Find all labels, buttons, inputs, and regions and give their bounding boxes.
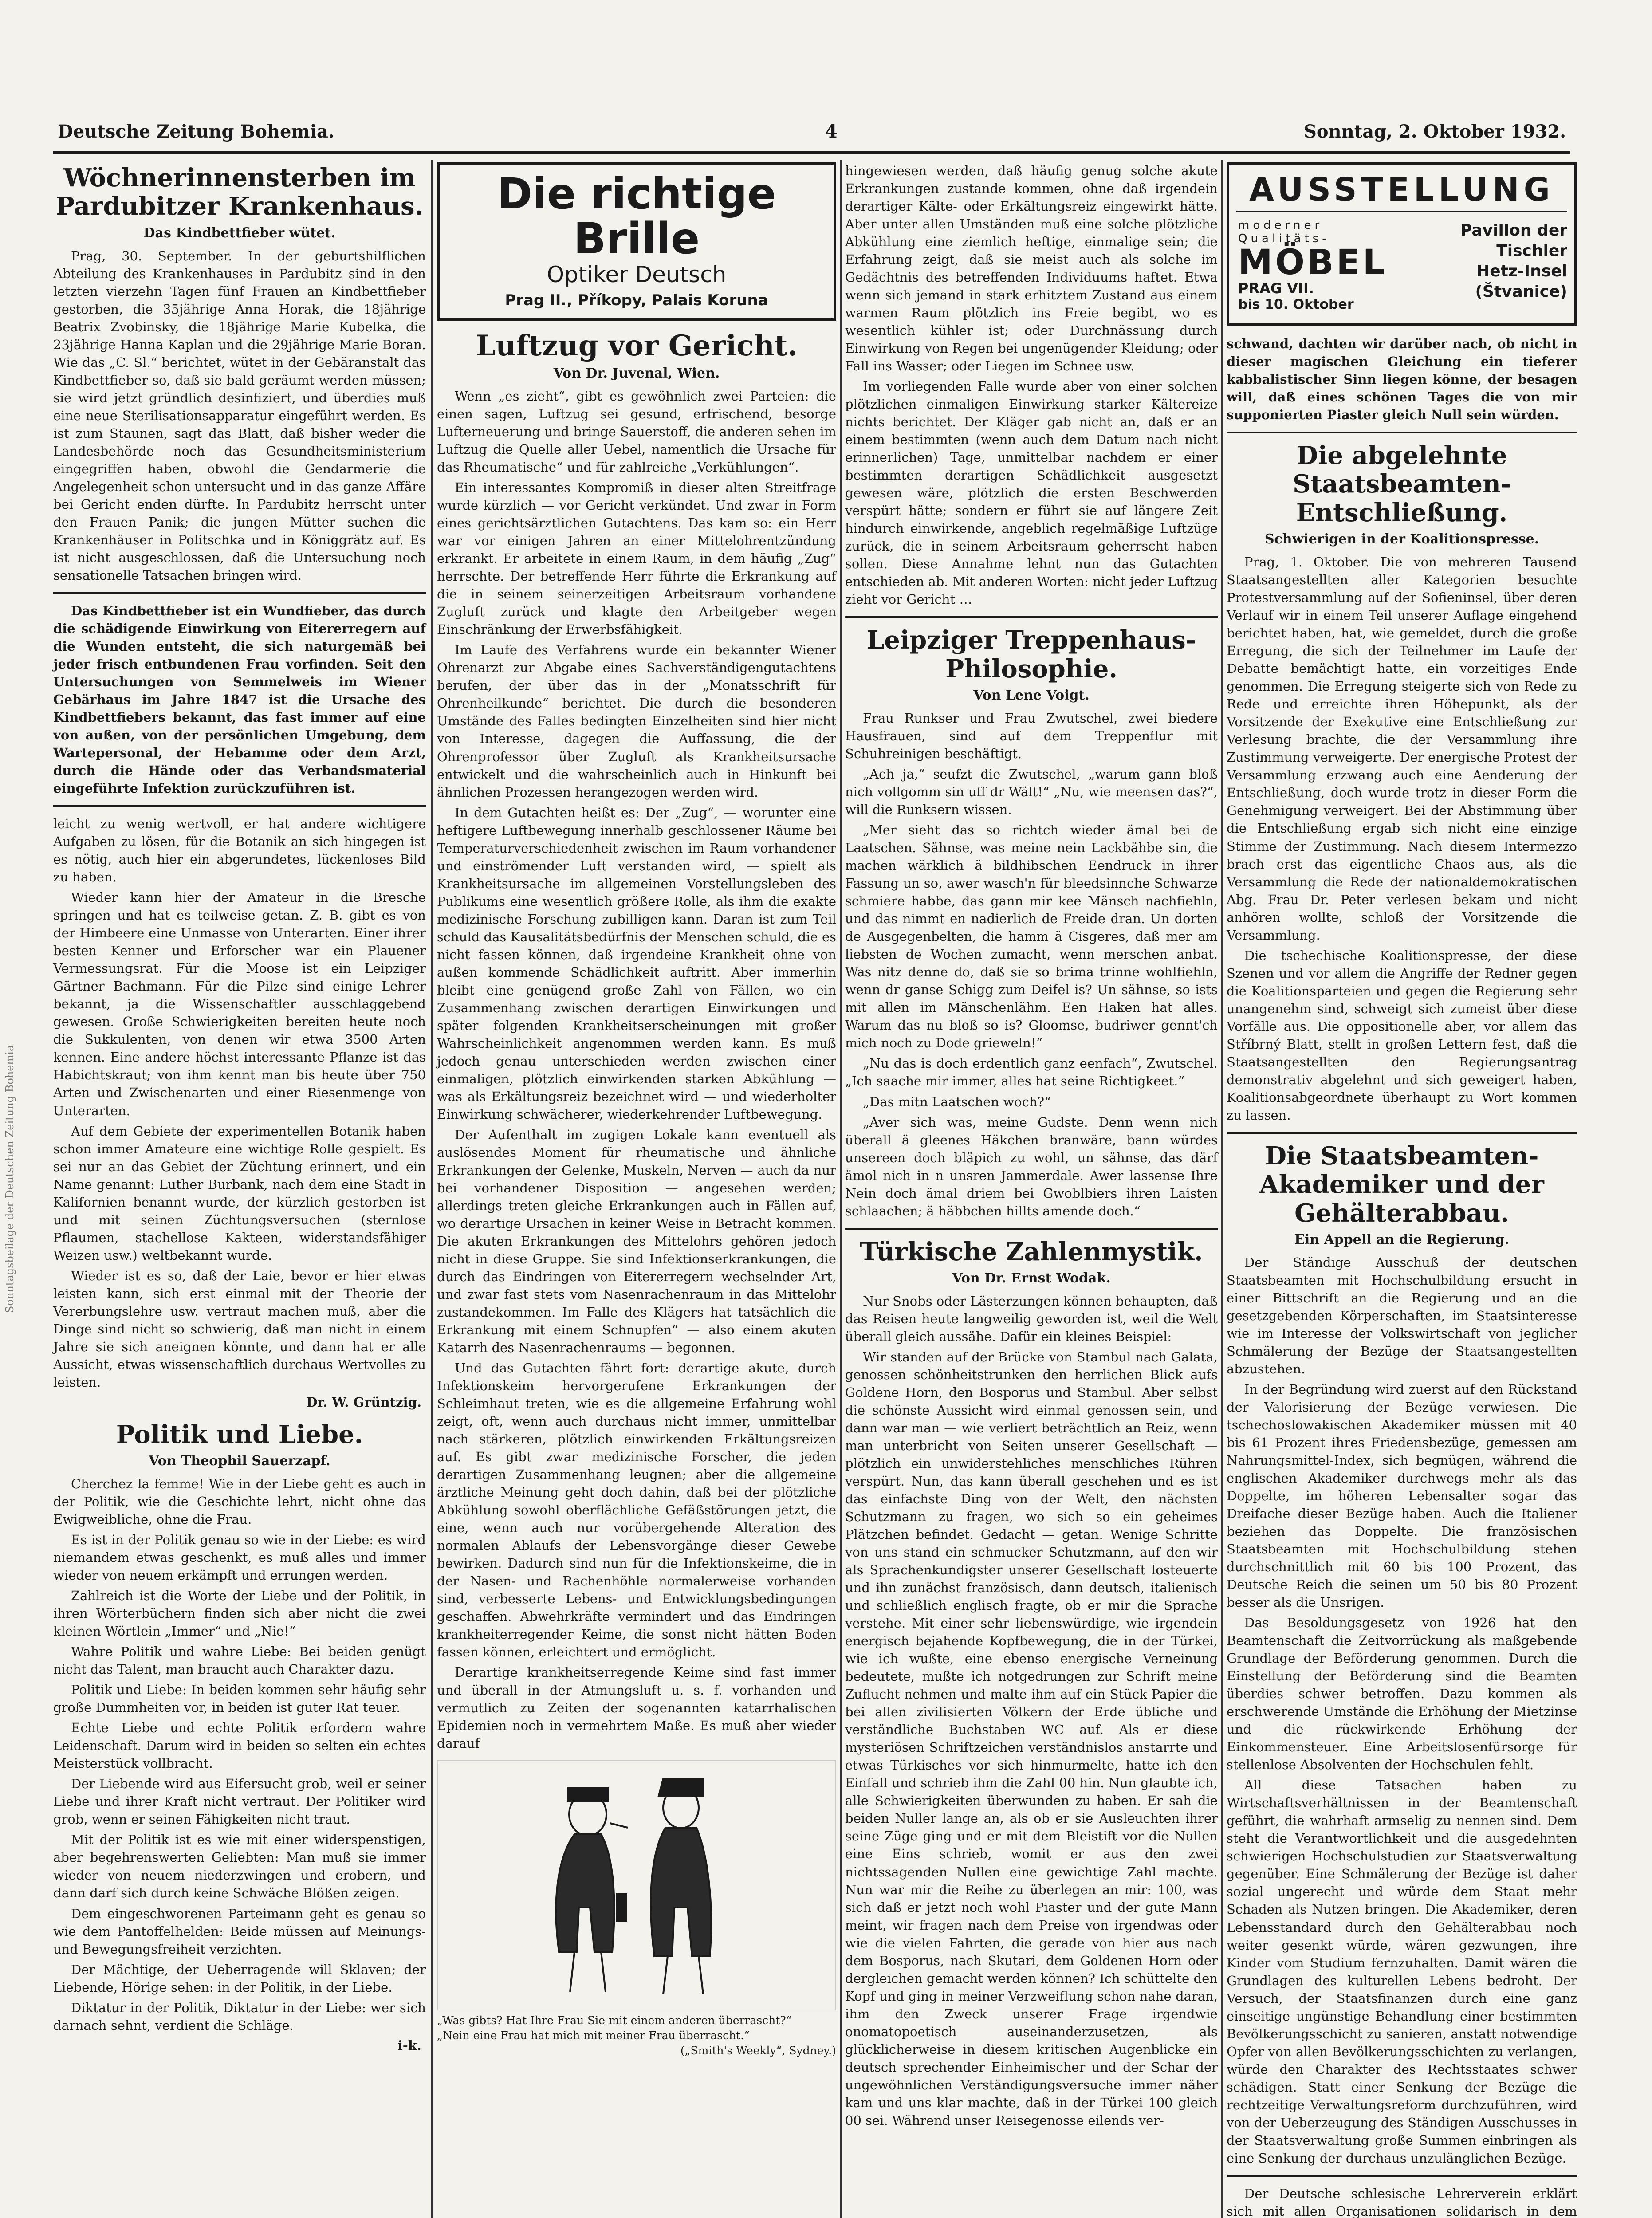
- article-paragraph: „Aver sich was, meine Gudste. Denn wenn nich überall ä gleenes Häkchen branwäre, bann würdes unsereen doch bläpich zu wohl, un sähnse, das därf ämol nich in n unsren Jammerdale. Awer lassense Ihre Nein doch ämal driem bei Gwoblbiers ihren Laisten schlaachen; ä häbbchen hillts amende doch.“: [845, 1114, 1218, 1219]
- ad-location-line: (Štvanice): [1475, 283, 1567, 301]
- article-subtitle: Das Kindbettfieber wütet.: [143, 225, 336, 241]
- separator: [845, 1228, 1218, 1230]
- article-paragraph: hingewiesen werden, daß häufig genug solche akute Erkrankungen zustande kommen, ohne daß irgendein derartiger Kälte- oder Erkältungsreiz eingewirkt hätte. Aber unter allen Umständen muß eine solche plötzliche Abkühlung eine ziemlich heftige, einmalige sein; die Erfahrung zeigt, daß sie meist auch als solche im Gedächtnis des betreffenden Individuums haftet. Etwa wenn sich jemand in stark erhitztem Zustand aus einem warmen Raum plötzlich ins Freie begibt, wo es wesentlich kühler ist; oder Durchnässung durch Einwirkung von Regen bei ungenügender Kleidung; oder Fall ins Wasser; oder Liegen im Schnee usw.: [845, 163, 1218, 374]
- article-subtitle: Ein Appell an die Regierung.: [1294, 1231, 1509, 1247]
- article-paragraph: Prag, 30. September. In der geburtshilflichen Abteilung des Krankenhauses in Pardubitz sind in den letzten vierzehn Tagen fünf Frauen an Kindbettfieber gestorben, die 35jährige Anna Horak, die 18jährige Beatrix Zvobinsky, die 18jährige Marie Kubelka, die 23jährige Hanna Kaplan und die 29jährige Marie Boran. Wie das „C. Sl.“ berichtet, wütet in der Gebäranstalt das Kindbettfieber so, daß sie bald geräumt werden müssen; sie wird jetzt gründlich desinfiziert, und überdies muß eine neue Sterilisationsapparatur eingeführt werden. Es ist zum Staunen, sagt das Blatt, daß bisher weder die Landesbehörde noch das Gesundheitsministerium eingegriffen haben, obwohl die Gendarmerie die Angelegenheit schon untersucht und in das ganze Affäre bei Gericht enden dürfte. In Pardubitz herrscht unter den Frauen Panik; die jungen Mütter suchen die Krankenhäuser in Politschka und in Königgrätz auf. Es ist nicht ausgeschlossen, daß die Untersuchung noch sensationelle Tatsachen bringen wird.: [53, 248, 426, 583]
- article-paragraph: schwand, dachten wir darüber nach, ob nicht in dieser magischen Gleichung ein tieferer kabbalistischer Sinn liegen könne, der besagen will, daß eines schönen Tages die von mir supponierten Piaster gleich Null sein würden.: [1227, 336, 1577, 423]
- article-title: Politik und Liebe.: [116, 1420, 363, 1449]
- article-paragraph: Diktatur in der Politik, Diktatur in der Liebe: wer sich darnach sehnt, verdient die Schläge.: [53, 2000, 426, 2033]
- article-title: Die Staatsbeamten-Akademiker und der Gehälterabbau.: [1259, 1141, 1544, 1228]
- article-title: Leipziger Treppenhaus-Philosophie.: [866, 625, 1196, 684]
- separator: [1227, 432, 1577, 433]
- caption-text: „Nein eine Frau hat mich mit meiner Frau überrascht.“: [437, 2029, 750, 2042]
- separator: [1227, 1132, 1577, 1134]
- cartoon-illustration: [437, 1760, 836, 2010]
- ad-left-block: [1238, 219, 1388, 312]
- article-paragraph: In dem Gutachten heißt es: Der „Zug“, — worunter eine heftigere Luftbewegung innerhalb geschlossener Räume bei Temperaturverschiedenheit zwischen im Raum vorhandener und einströmender Luft verstanden wird, — spielt als Krankheitsursache im allgemeinen Vorstellungsleben des Publikums eine wesentlich größere Rolle, als ihm die exakte medizinische Forschung zubilligen kann. Daran ist zum Teil schuld das Kausalitätsbedürfnis der Menschen schuld, die es nicht fassen können, daß irgendeine Krankheit ohne von außen kommende Schädlichkeit auftritt. Aber immerhin bleibt eine genügend große Zahl von Fällen, wo ein Zusammenhang zwischen derartigen Einwirkungen und später folgenden Krankheitserscheinungen mit großer Wahrscheinlichkeit angenommen werden kann. Es muß jedoch genau unterschieden werden zwischen einer einmaligen, plötzlich einwirkenden starken Abkühlung — was als Erkältungsreiz bezeichnet wird — und wiederholter Einwirkung schwächerer, wiederkehrender Luftbewegung.: [437, 805, 836, 1122]
- separator: [53, 592, 426, 594]
- article-byline: Von Theophil Sauerzapf.: [149, 1453, 330, 1469]
- article-paragraph: All diese Tatsachen haben zu Wirtschaftsverhältnissen in der Beamtenschaft geführt, die wahrhaft armselig zu nennen sind. Dem steht die Verantwortlichkeit und die ausgedehnten schwierigen Hochschulstudien zur Staatsverwaltung gegenüber. Eine Schmälerung der Bezüge ist daher sozial ungerecht und würde dem Staat mehr Schaden als Nutzen bringen. Die Akademiker, deren Lebensstandard durch den Gehälterabbau noch weiter gesenkt würde, wären gezwungen, ihre Kinder vom Studium fernzuhalten. Damit wären die Grundlagen des kulturellen Lebens bedroht. Der Versuch, der Staatsfinanzen durch eine ganz einseitige ungünstige Behandlung einer bestimmten Bevölkerungsschicht zu sanieren, anstatt notwendige Opfer von allen Bevölkerungsschichten zu verlangen, würde den Charakter des Rechtsstaates schwer schädigen. Statt einer Senkung der Bezüge die rechtzeitige Verwaltungsreform durchzuführen, wird von der Ueberzeugung des Ständigen Ausschusses in der Staatsverwaltung große Summen einbringen als eine Senkung der durchaus unzulänglichen Bezüge.: [1227, 1778, 1577, 2166]
- article-title: Wöchnerinnensterben im Pardubitzer Krankenhaus.: [55, 163, 424, 221]
- article-paragraph: Der Ständige Ausschuß der deutschen Staatsbeamten mit Hochschulbildung ersucht in einer Bittschrift an die Regierung und an die gesetzgebenden Körperschaften, im Staatsinteresse wie im Interesse der Volkswirtschaft von jeglicher Schmälerung der Bezüge der Staatsangestellten abzustehen.: [1227, 1255, 1577, 1377]
- article-signature: Dr. W. Grüntzig.: [306, 1394, 421, 1410]
- article-paragraph: Der Deutsche schlesische Lehrerverein erklärt sich mit allen Organisationen solidarisch in dem: [1227, 2186, 1577, 2218]
- article-paragraph: Prag, 1. Oktober. Die von mehreren Tausend Staatsangestellten aller Kategorien besuchte Protestversammlung auf der Sofieninsel, über deren Verlauf wir in einem Teil unserer Auflage eingehend berichtet haben, hat, wie gemeldet, durch die große Erregung, die sich der Teilnehmer im Laufe der Debatte bemächtigt hatte, ein vorzeitiges Ende genommen. Die Erregung steigerte sich von Rede zu Rede und erreichte ihren Höhepunkt, als der Vorsitzende der Exekutive eine Entschließung zur Verlesung brachte, die der Versammlung ihre Zustimmung verweigerte. Der energische Protest der Versammlung erzwang auch eine Aenderung der Entschließung, doch wurde trotz in dieser Form die Genehmigung verweigert. Bei der Abstimmung über die Entschließung ergab sich nicht eine einzige Stimme der Zustimmung. Nach diesem Intermezzo brach erst das eigentliche Chaos aus, als die Versammlung die Rede der nationaldemokratischen Abg. Frau Dr. Peter verlesen bekam und nicht anhören wollte, schloß der Vorsitzende die Versammlung.: [1227, 554, 1577, 943]
- page-header: [58, 118, 1566, 149]
- ad-modern-label: moderner Qualitäts-: [1238, 219, 1330, 245]
- separator: [53, 805, 426, 807]
- ad-date: bis 10. Oktober: [1238, 297, 1354, 312]
- article-title: Luftzug vor Gericht.: [476, 329, 798, 362]
- optician-advertisement: [437, 162, 836, 321]
- ad-city: PRAG VII.: [1238, 280, 1314, 297]
- ad-address: Prag II., Příkopy, Palais Koruna: [505, 291, 768, 309]
- margin-text: Sonntagsbeilage der Deutschen Zeitung Bohemia: [4, 1045, 16, 1313]
- caption-line: „Was gibts? Hat Ihre Frau Sie mit einem anderen überrascht?“: [437, 2014, 792, 2027]
- article-paragraph: Wieder ist es so, daß der Laie, bevor er hier etwas leisten kann, sich erst einmal mit der Theorie der Vererbungslehre usw. vertraut machen muß, aber die Dinge sind nicht so schwierig, daß man nicht in einem Jahre sie sich aneignen könnte, und dann hat er alle Aussicht, etwas wissenschaftlich durchaus Wertvolles zu leisten.: [53, 1268, 426, 1390]
- article-byline: Von Dr. Juvenal, Wien.: [553, 366, 720, 381]
- ad-location-line: Hetz-Insel: [1476, 262, 1567, 281]
- ad-headline: Die richtige Brille: [497, 169, 776, 263]
- article-byline: Von Lene Voigt.: [973, 688, 1090, 704]
- ad-moebel-label: MÖBEL: [1238, 243, 1388, 283]
- column-3: [845, 162, 1218, 2132]
- article-paragraph: Es ist in der Politik genau so wie in der Liebe: es wird niemandem etwas geschenkt, es muß alles und immer wieder von neuem erkämpft und errungen werden.: [53, 1532, 426, 1583]
- article-paragraph: Und das Gutachten fährt fort: derartige akute, durch Infektionskeim hervorgerufene Erkrankungen der Schleimhaut treten, wie es die allgemeine Erfahrung wohl zeigt, oft, wenn auch durchaus nicht immer, unmittelbar nach stärkeren, plötzlich einwirkenden Erkältungsreizen auf. Es gibt zwar medizinische Forscher, die jeden derartigen Zusammenhang leugnen; aber die allgemeine ärztliche Meinung geht doch dahin, daß bei der plötzliche Abkühlung sowohl oberflächliche Gefäßstörungen jetzt, die eine, wenn auch nur vorübergehende Alteration des normalen Ablaufs der Lebensvorgänge dieser Gewebe bewirken. Dadurch sind nun für die Infektionskeime, die in der Nasen- und Rachenhöhle normalerweise vorhanden sind, verbesserte Lebens- und Entwicklungsbedingungen geschaffen. Abwehrkräfte vermindert und das Eindringen krankheiterregender Keime, die sonst nicht hätten Boden fassen können, erleichtert und ermöglicht.: [437, 1361, 836, 1660]
- furniture-exhibition-advertisement: [1227, 162, 1577, 326]
- cartoon-drawing: [438, 1761, 835, 2010]
- article-paragraph: Echte Liebe und echte Politik erfordern wahre Leidenschaft. Darum wird in beiden so selten ein echtes Meisterstück vollbracht.: [53, 1720, 426, 1771]
- article-paragraph: Wir standen auf der Brücke von Stambul nach Galata, genossen schönheitstrunken den herrlichen Blick aufs Goldene Horn, den Bosporus und Stambul. Aber selbst die schönste Aussicht wird einmal genossen sein, und dann war man — wie verliert beträchtlich an Reiz, wenn man unterbricht von Seiten unserer Gesellschaft — plötzlich ein unwiderstehliches menschliches Rühren verspürt. Nun, das kann überall geschehen und es ist das einfachste Ding von der Welt, den nächsten Schutzmann zu fragen, wo sich so ein geheimes Plätzchen befindet. Gedacht — getan. Wenige Schritte von uns stand ein schmucker Schutzmann, auf den wir als Sprachenkundigster unserer Gesellschaft losteuerte und ihn zunächst französisch, dann deutsch, italienisch und schließlich englisch fragte, ob er mir die Sprache verstehe. Mit einer sehr liebenswürdige, wie irgendein energisch bejahende Kopfbewegung, die in der Türkei, wie ich wußte, eine ebenso energische Verneinung bedeutete, mußte ich notgedrungen zur Schrift meine Zuflucht nehmen und malte ihm auf ein Stück Papier die bei allen zivilisierten Völkern der Erde übliche und verständliche Buchstaben WC auf. Als er diese mysteriösen Schriftzeichen verständnislos anstarrte und etwas Türkisches vor sich hinmurmelte, hatte ich den Einfall und schrieb ihm die Zahl 00 hin. Nun glaubte ich, alle Schwierigkeiten überwunden zu haben. Er sah die beiden Nuller lange an, als ob er sie Ausleuchten ihrer seine Züge ging und er mit dem Bleistift vor die Nullen eine Eins schrieb, womit er aus den zwei nichtssagenden Nullen eine gewichtige Zahl machte. Nun war mir die Reihe zu überlegen an mir: 100, was sich daß er jetzt noch wohl Piaster und der gute Mann meint, wir fragen nach dem Preise von irgendwas oder wie die vielen Fahrten, die gerade von hier aus nach dem Bosporus, nach Skutari, dem Goldenen Horn oder dergleichen gemacht werden können? Ich schüttelte den Kopf und ging in meiner Verzweiflung schon nahe daran, ihm den Zweck unserer Frage irgendwie onomatopoetisch auseinanderzusetzen, als glücklicherweise in diesem kritischen Augenblicke ein deutsch sprechender Einheimischer und der Schar der ungewöhnlichen Verständigungsversuche immer näher kam und uns klar machte, daß in der Türkei 100 gleich 00 sei. Während unser Reisegenosse eilends ver-: [845, 1349, 1218, 2128]
- article-paragraph: Mit der Politik ist es wie mit einer widerspenstigen, aber begehrenswerten Geliebten: Man muß sie immer wieder von neuem niederzwingen und erobern, und dann darf sich durch keine Schwäche Blößen zeigen.: [53, 1832, 426, 1901]
- article-subtitle: Schwierigen in der Koalitionspresse.: [1264, 531, 1539, 547]
- article-paragraph: Politik und Liebe: In beiden kommen sehr häufig sehr große Dummheiten vor, in beiden ist guter Rat teuer.: [53, 1682, 426, 1715]
- separator: [1227, 2175, 1577, 2177]
- ad-location-line: Pavillon der: [1460, 221, 1567, 240]
- article-title: Türkische Zahlenmystik.: [860, 1237, 1203, 1266]
- ad-location-line: Tischler: [1496, 242, 1567, 260]
- article-paragraph: Das Kindbettfieber ist ein Wundfieber, das durch die schädigende Einwirkung von Eitererregern auf die Wunden entsteht, die sich naturgemäß bei jeder frisch entbundenen Frau vorfinden. Seit den Untersuchungen von Semmelweis im Wiener Gebärhaus im Jahre 1847 ist die Ursache des Kindbettfiebers bekannt, das fast immer auf eine von außen, von der persönlichen Umgebung, dem Wartepersonal, der Hebamme oder dem Arzt, durch die Hände oder das Verbandsmaterial eingeführte Infektion zurückzuführen ist.: [53, 603, 426, 796]
- header-date: Sonntag, 2. Oktober 1932.: [1303, 121, 1566, 142]
- article-paragraph: Im vorliegenden Falle wurde aber von einer solchen plötzlichen einmaligen Einwirkung starker Kältereize nichts berichtet. Der Kläger gab nicht an, daß er an einem bestimmten (wenn auch dem Datum nach nicht erinnerlichen) Tage, unmittelbar nachdem er einer bestimmten derartigen Schädlichkeit ausgesetzt gewesen wäre, plötzlich die ersten Beschwerden verspürt hätte; sondern er führt sie auf längere Zeit hindurch einwirkende, angeblich regelmäßige Luftzüge zurück, die in seinem Arbeitsraum geherrscht haben sollen. Diese Annahme lehnt nun das Gutachten entschieden ab. Mit anderen Worten: nicht jeder Luftzug zieht vor Gericht …: [845, 379, 1218, 607]
- article-paragraph: Im Laufe des Verfahrens wurde ein bekannter Wiener Ohrenarzt zur Abgabe eines Sachverständigengutachtens berufen, der über das in der „Monatsschrift für Ohrenheilkunde“ berichtet. Die durch die besonderen Umstände des Falles bedingten Einzelheiten sind hier nicht von Interesse, dagegen die Auffassung, die der Ohrenprofessor über Zugluft als Krankheitsursache entwickelt und die wahrscheinlich auch in Hinkunft bei ähnlichen Prozessen herangezogen werden wird.: [437, 642, 836, 800]
- ad-location: [1393, 220, 1567, 302]
- column-rule: [840, 160, 842, 2218]
- article-paragraph: Die tschechische Koalitionspresse, der diese Szenen und vor allem die Angriffe der Redner gegen die Koalitionsparteien und gegen die Regierung sehr unangenehm sind, schweigt sich zumeist über diese Vorfälle aus. Die oppositionelle aber, vor allem das Stříbrný Blatt, stellt in großen Lettern fest, daß die Staatsangestellten den Regierungsantrag demonstrativ abgelehnt und sich geweigert haben, Koalitionsabgeordnete überhaupt zu Wort kommen zu lassen.: [1227, 948, 1577, 1123]
- article-paragraph: Auf dem Gebiete der experimentellen Botanik haben schon immer Amateure eine wichtige Rolle gespielt. Es sei nur an das Gebiet der Züchtung erinnert, und ein Name genannt: Luther Burbank, nach dem eine Stadt in Kalifornien benannt wurde, der kürzlich gestorben ist und mit seinen Züchtungsversuchen (sternlose Pflaumen, stachellose Kakteen, widerstandsfähiger Weizen usw.) weltbekannt wurde.: [53, 1123, 426, 1263]
- article-paragraph: In der Begründung wird zuerst auf den Rückstand der Valorisierung der Bezüge verwiesen. Die tschechoslowakischen Akademiker müssen mit 40 bis 61 Prozent ihres Friedensbezüge, gemessen am Nahrungsmittel-Index, sich begnügen, während die englischen Akademiker durchwegs mehr als das Doppelte, im höheren Lebensalter sogar das Dreifache dieser Bezüge haben. Auch die Italiener beziehen das Doppelte. Die französischen Staatsbeamten mit Hochschulbildung stehen durchschnittlich mit 60 bis 100 Prozent, das Deutsche Reich die seinen um 50 bis 80 Prozent besser als die Unsrigen.: [1227, 1382, 1577, 1610]
- article-paragraph: „Ach ja,“ seufzt die Zwutschel, „warum gann bloß nich vollgomm sin uff dr Wält!“ „Nu, wie meensen das?“, will die Runksern wissen.: [845, 767, 1218, 818]
- article-title: Die abgelehnte Staatsbeamten-Entschließung.: [1292, 441, 1511, 527]
- column-rule: [1221, 160, 1223, 2218]
- cartoon-caption: [437, 2013, 836, 2057]
- column-1: [53, 162, 426, 2064]
- header-newspaper-name: Deutsche Zeitung Bohemia.: [58, 121, 334, 142]
- article-paragraph: Der Liebende wird aus Eifersucht grob, weil er seiner Liebe und ihrer Kraft nicht vertraut. Der Politiker wird grob, wenn er seinen Fähigkeiten nicht traut.: [53, 1776, 426, 1827]
- article-paragraph: „Das mitn Laatschen woch?“: [863, 1094, 1051, 1109]
- ad-title: AUSSTELLUNG: [1236, 171, 1567, 212]
- column-2: [437, 162, 836, 2058]
- article-paragraph: Frau Runkser und Frau Zwutschel, zwei biedere Hausfrauen, sind auf dem Treppenflur mit Schuhreinigen beschäftigt.: [845, 711, 1218, 762]
- article-paragraph: Dem eingeschworenen Parteimann geht es genau so wie dem Pantoffelhelden: Beide müssen auf Meinungs- und Bewegungsfreiheit verzichten.: [53, 1906, 426, 1957]
- header-rule: [53, 151, 1570, 154]
- article-signature: i-k.: [397, 2037, 421, 2053]
- article-paragraph: Der Aufenthalt im zugigen Lokale kann eventuell als auslösendes Moment für rheumatische und ähnliche Erkrankungen der Gelenke, Muskeln, Nerven — auch da nur bei vorhandener Disposition — angesehen werden; allerdings treten gleiche Erkrankungen auch in Fällen auf, wo derartige Ursachen in keiner Weise in Betracht kommen. Die akuten Erkrankungen des Mittelohrs gehören jedoch nicht in diese Gruppe. Sie sind Infektionserkrankungen, die durch das Eindringen von Eitererregern wechselnder Art, und zwar fast stets vom Nasenrachenraum in das Mittelohr zustandekommen. Im Falle des Klägers hat tatsächlich die Erkrankung mit einem Schnupfen“ — also einem akuten Katarrh des Nasenrachenraums — begonnen.: [437, 1127, 836, 1356]
- article-paragraph: „Mer sieht das so richtch wieder ämal bei de Laatschen. Sähnse, was meine nein Lackbähbe sin, die machen wärklich ä bildhibschen Eendruck in ihrer Fassung un so, awer wasch'n für bleedsinnche Schwarze schmiere habbe, das gann mir kee Mänsch nachfiehln, und das nimmt en nadierlich de Freide dran. Un dorten de Ausgegenbelten, die hamm ä Cisgeres, daß mer am liebsten de Wochen zumacht, wenn merschen anbat. Was nitz denne do, daß sie so brima trinne wohlfiehln, wenn dr ganse Schigg zum Deifel is? Un sähnse, so ists mit allen im Mänschenlähm. Een Haken hat alles. Warum das nu bloß so is? Gloomse, budriwer gennt'ch mich noch zu Dode grieweln!“: [845, 822, 1218, 1051]
- article-paragraph: Nur Snobs oder Lästerzungen können behaupten, daß das Reisen heute langweilig geworden ist, weil die Welt überall gleich aussähe. Dafür ein kleines Beispiel:: [845, 1294, 1218, 1345]
- article-paragraph: Zahlreich ist die Worte der Liebe und der Politik, in ihren Wörterbüchern finden sich aber nicht die zwei kleinen Wörtlein „Immer“ und „Nie!“: [53, 1588, 426, 1639]
- column-rule: [431, 160, 433, 2218]
- header-page-number: 4: [825, 121, 838, 142]
- article-paragraph: Das Besoldungsgesetz von 1926 hat den Beamtenschaft die Zeitvorrückung als maßgebende Grundlage der Beförderung genommen. Durch die Einstellung der Beförderung sind die Beamten überdies schwer betroffen. Dazu kommen als erschwerende Umstände die Erhöhung der Mietzinse und die rückwirkende Erhöhung der Einkommensteuer. Eine Arbeitslosenfürsorge für stellenlose Absolventen der Hochschulen fehlt.: [1227, 1615, 1577, 1773]
- article-byline: Von Dr. Ernst Wodak.: [952, 1270, 1111, 1286]
- caption-source: („Smith's Weekly“, Sydney.): [680, 2044, 836, 2057]
- article-paragraph: Der Mächtige, der Ueberragende will Sklaven; der Liebende, Hörige sehen: in der Politik, in der Liebe.: [53, 1962, 426, 1995]
- article-paragraph: Wenn „es zieht“, gibt es gewöhnlich zwei Parteien: die einen sagen, Luftzug sei gesund, erfrischend, besorge Lufterneuerung und bringe Sauerstoff, die anderen sehen im Luftzug die Quelle aller Uebel, namentlich die Ursache für das Rheumatische“ und für zahlreiche „Verkühlungen“.: [437, 389, 836, 475]
- article-paragraph: Derartige krankheitserregende Keime sind fast immer und überall in der Atmungsluft u. s. f. vorhanden und vermutlich zu Zeiten der sogenannten katarrhalischen Epidemien noch in vermehrtem Maße. Es muß aber wieder darauf: [437, 1665, 836, 1751]
- separator: [845, 616, 1218, 618]
- article-paragraph: „Nu das is doch erdentlich ganz eenfach“, Zwutschel. „Ich saache mir immer, alles hat seine Richtigkeet.“: [845, 1056, 1218, 1089]
- column-4: [1227, 162, 1577, 2218]
- article-paragraph: Cherchez la femme! Wie in der Liebe geht es auch in der Politik, wie die Geschichte lehrt, nicht ohne das Ewigweibliche, ohne die Frau.: [53, 1476, 426, 1527]
- article-paragraph: Wahre Politik und wahre Liebe: Bei beiden genügt nicht das Talent, man braucht auch Charakter dazu.: [53, 1644, 426, 1677]
- article-paragraph: Wieder kann hier der Amateur in die Bresche springen und hat es teilweise getan. Z. B. gibt es von der Himbeere eine Unmasse von Unterarten. Einer ihrer besten Kenner und Erforscher war ein Plauener Vermessungsrat. Für die Moose ist ein Leipziger Gärtner Bachmann. Für die Pilze sind einige Lehrer bekannt, ja die Wissenschaftler ausschlaggebend gewesen. Große Schwierigkeiten bereiten heute noch die Sukkulenten, von denen wir etwa 3500 Arten kennen. Eine andere höchst interessante Pflanze ist das Habichtskraut; von ihm kennt man bis heute über 750 Arten und Zwischenarten und einer Riesenmenge von Unterarten.: [53, 890, 426, 1118]
- article-paragraph: Ein interessantes Kompromiß in dieser alten Streitfrage wurde kürzlich — vor Gericht verkündet. Und zwar in Form eines gerichtsärztlichen Gutachtens. Das kam so: ein Herr war vor einigen Jahren an einer Mittelohrentzündung erkrankt. Er arbeitete in einem Raum, in dem häufig „Zug“ herrschte. Der betreffende Herr führte die Erkrankung auf die in seinem seinerzeitigen Arbeitsraum vorhandene Zugluft zurück und klagte den Arbeitgeber wegen Einschränkung der Erwerbsfähigkeit.: [437, 480, 836, 637]
- article-paragraph: leicht zu wenig wertvoll, er hat andere wichtigere Aufgaben zu lösen, für die Botanik an sich hingegen ist es nötig, auch hier ein abgerundetes, lückenloses Bild zu haben.: [53, 816, 426, 885]
- caption-line: [437, 2028, 836, 2057]
- ad-business-name: Optiker Deutsch: [547, 261, 727, 287]
